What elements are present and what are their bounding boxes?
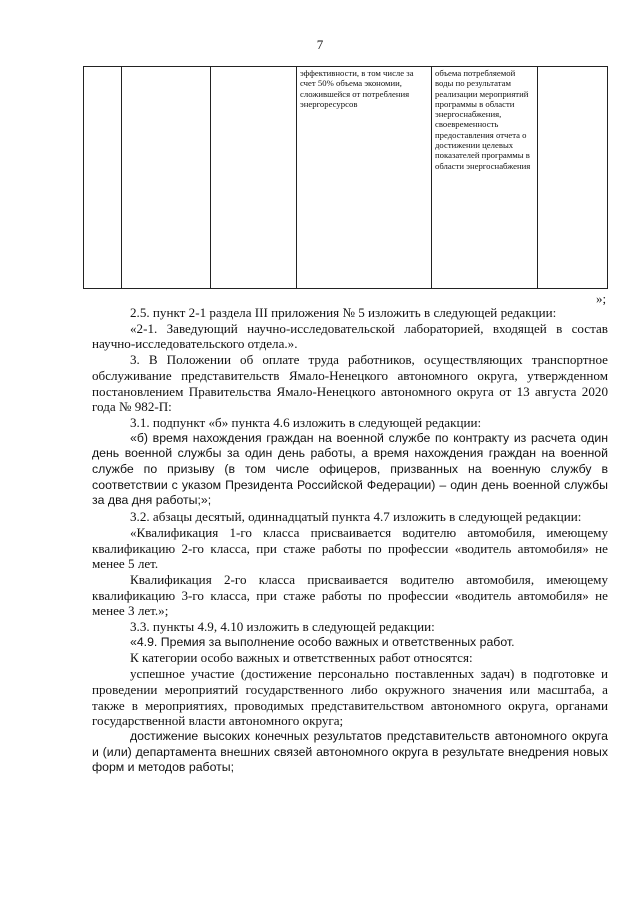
table-cell-indicator: объема потребляемой воды по результатам реализации мероприятий программы в области энергоснабжения, своевременность предоставления отчета о достижении целевых показателей программы в области энергоснабжения <box>432 67 538 289</box>
paragraph: 3.3. пункты 4.9, 4.10 изложить в следующей редакции: <box>130 619 435 635</box>
paragraph: Квалификация 2-го класса присваивается водителю автомобиля, имеющему квалификацию 3-го класса, при стаже работы по профессии «водитель автомобиля» не менее 3 лет.»; <box>92 571 608 619</box>
paragraph: 3.1. подпункт «б» пункта 4.6 изложить в следующей редакции: <box>130 414 482 430</box>
table-cell <box>84 67 122 289</box>
paragraph: достижение высоких конечных результатов представительств автономного округа и (или) департамента внешних связей автономного округа в результате внедрения новых форм и методов работы; <box>92 728 608 775</box>
paragraph: «4.9. Премия за выполнение особо важных и ответственных работ. <box>130 634 515 649</box>
paragraph: 3.2. абзацы десятый, одиннадцатый пункта 4.7 изложить в следующей редакции: <box>130 509 582 525</box>
table-cell <box>538 67 608 289</box>
table-cell-criteria: эффективности, в том числе за счет 50% объема экономии, сложившейся от потребления энергоресурсов <box>297 67 432 289</box>
document-body <box>92 305 608 776</box>
paragraph: «б) время нахождения граждан на военной службе по контракту из расчета один день военной службы за один день работы, а время нахождения граждан на военной службе по призыву (в том числе офицеров, призванных на военную службу в соответствии с указом Президента Российской Федерации) – один день военной службы за два дня работы;»; <box>92 430 608 508</box>
page-number: 7 <box>316 37 324 52</box>
paragraph: «Квалификация 1-го класса присваивается водителю автомобиля, имеющему квалификацию 2-го класса, при стаже работы по профессии «водитель автомобиля» не менее 5 лет. <box>92 524 608 572</box>
paragraph: 2.5. пункт 2-1 раздела III приложения № 5 изложить в следующей редакции: <box>130 305 557 320</box>
paragraph: 3. В Положении об оплате труда работников, осуществляющих транспортное обслуживание представительств Ямало-Ненецкого автономного округа, утвержденном постановлением Правительства Ямало-Ненецкого автономного округа от 13 августа 2020 года № 982-П: <box>92 352 608 415</box>
table-cell <box>211 67 297 289</box>
paragraph: успешное участие (достижение персонально поставленных задач) в подготовке и проведении мероприятий государственного либо окружного значения или масштаба, а также в мероприятиях, проводимых представительством автономного округа, органами государственной власти автономного округа; <box>92 666 608 729</box>
table-close-quote: »; <box>596 291 607 306</box>
continued-table <box>83 66 608 289</box>
table-row <box>84 67 608 289</box>
paragraph: К категории особо важных и ответственных работ относятся: <box>130 650 473 666</box>
table-cell <box>122 67 211 289</box>
paragraph: «2-1. Заведующий научно-исследовательской лабораторией, входящей в состав научно-исследовательского отдела.». <box>92 320 608 352</box>
